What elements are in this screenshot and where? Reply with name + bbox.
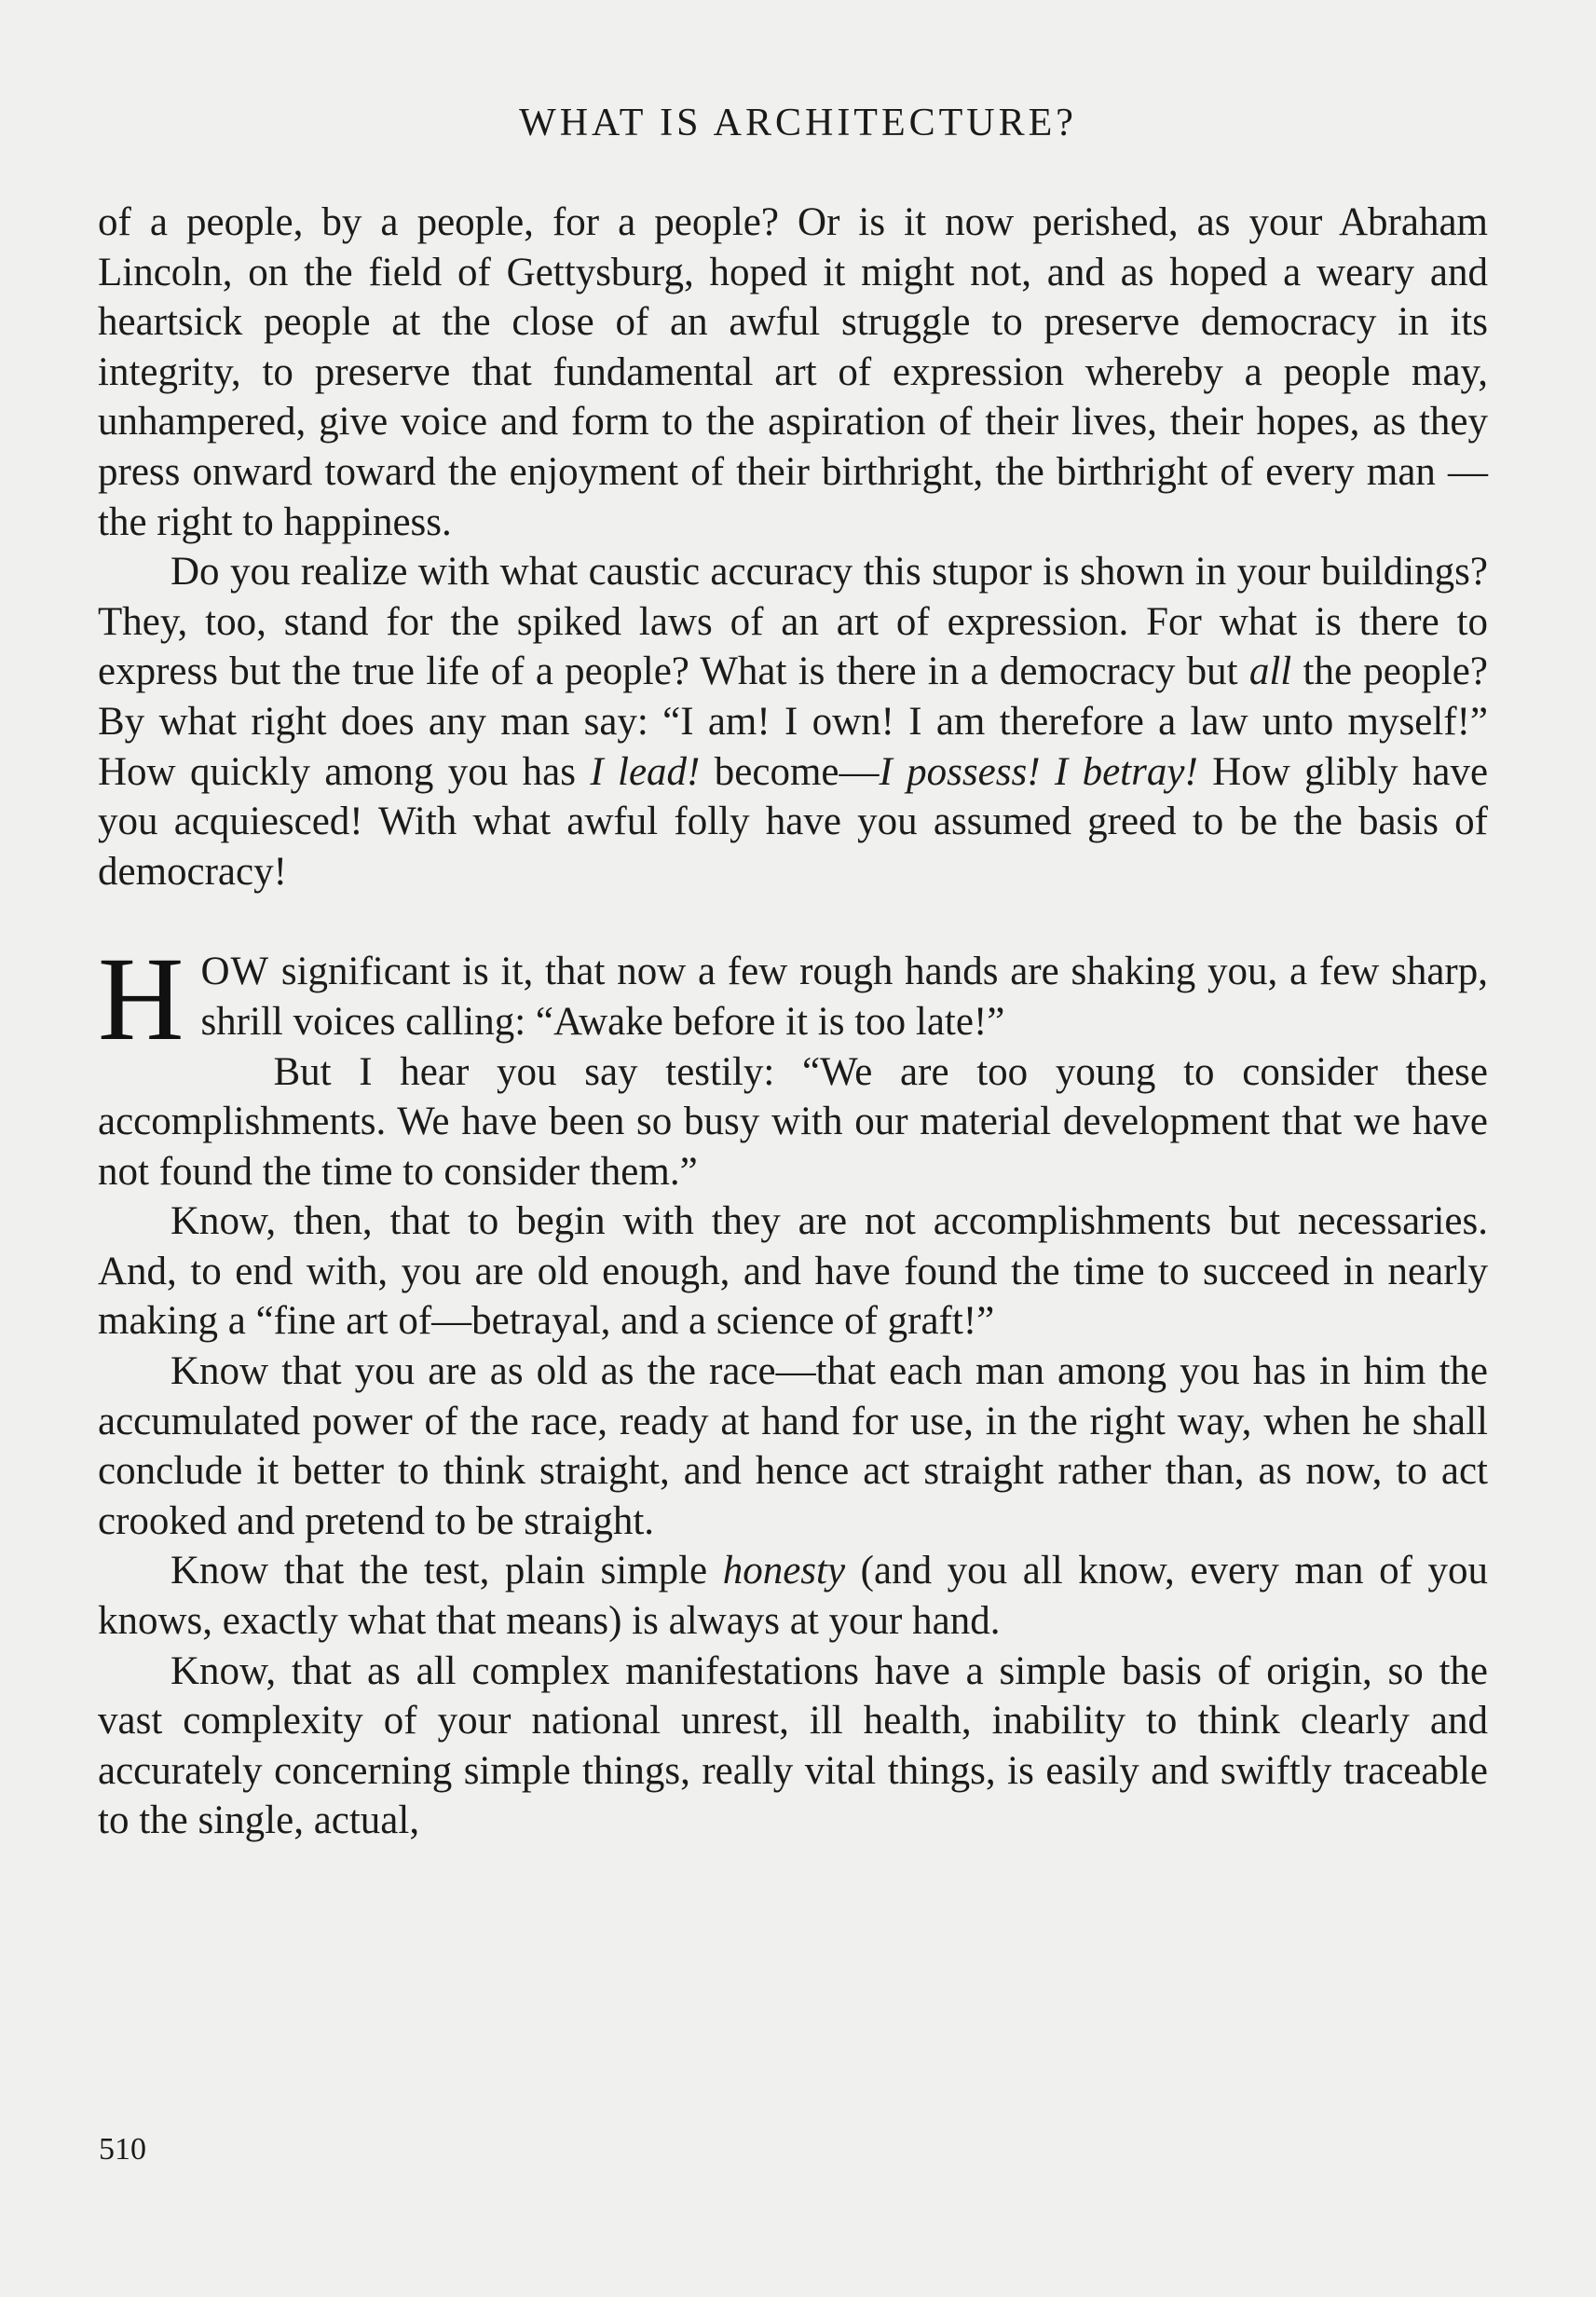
paragraph-honesty <box>98 1546 1488 1646</box>
paragraph-buildings <box>98 547 1488 896</box>
page-number: 510 <box>99 2132 146 2167</box>
italic-emphasis: I lead! <box>590 749 701 794</box>
paragraph-continuation: of a people, by a people, for a people? Or is it now perished, as your Abraham Lincoln, on the field of Gettysburg, hoped it might not, and as hoped a weary and heartsick people at the close of an awful struggle to preserve democracy in its integrity, to preserve that fundamental art of expression whereby a people may, unhampered, give voice and form to the aspiration of their lives, their hopes, as they press onward toward the enjoyment of their birthright, the birthright of every man —the right to happiness. <box>98 200 1488 544</box>
drop-cap: H <box>98 933 184 1066</box>
paragraph-text: Do you realize with what caustic accuracy this stupor is shown in your buildings? They, too, stand for the spiked laws of an art of expression. For what is there to express but the true life of a people? What is there in a democracy but <box>98 550 1488 694</box>
body-text <box>98 198 1488 1846</box>
italic-emphasis: honesty <box>722 1549 846 1593</box>
paragraph-text: Know that the test, plain simple <box>171 1549 723 1593</box>
paragraph-necessaries: Know, then, that to begin with they are not accomplishments but necessaries. And, to end with, you are old enough, and have found the time to succeed in nearly making a “fine art of—betrayal, and a science of graft!” <box>98 1199 1488 1344</box>
paragraph-text: significant is it, that now a few rough hands are shaking you, a few sharp, shrill voices calling: “Awake before it is too late!” <box>200 950 1488 1044</box>
paragraph-text: How glibly have you acquiesced! With what awful folly have you assumed greed to be the basis of democracy! <box>98 749 1489 894</box>
paragraph-text: (and you all know, every man of you knows, exactly what that means) is always at your hand. <box>98 1549 1488 1644</box>
section-break <box>98 896 1488 947</box>
running-head: WHAT IS ARCHITECTURE? <box>519 102 1077 144</box>
paragraph-dropcap <box>98 933 1488 1066</box>
paragraph-text: the people? By what right does any man say: “I am! I own! I am therefore a law unto myself!” How quickly among you has <box>98 649 1488 794</box>
italic-emphasis: I possess! I betray! <box>879 749 1198 794</box>
paragraph-complex: Know, that as all complex manifestations have a simple basis of origin, so the vast complexity of your national unrest, ill health, inability to think clearly and accurately concerning simple things, really vital things, is easily and swiftly traceable to the single, actual, <box>98 1648 1488 1843</box>
italic-emphasis: all <box>1248 649 1292 694</box>
paragraph-text: become— <box>700 749 880 794</box>
paragraph-race: Know that you are as old as the race—that each man among you has in him the accumulated power of the race, ready at hand for use, in the right way, when he shall conclude it better to think straight, and hence act straight rather than, as now, to act crooked and pretend to be straight. <box>98 1349 1488 1543</box>
paragraph-testily: But I hear you say testily: “We are too young to consider these accomplishments. We have been so busy with our material development that we have not found the time to consider them.” <box>98 1049 1488 1194</box>
lead-in-caps: OW <box>200 950 270 994</box>
